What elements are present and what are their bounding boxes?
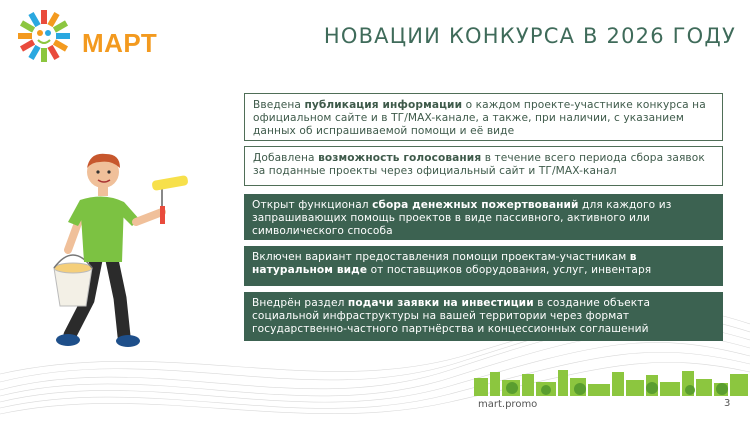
logo-text: МАРТ bbox=[82, 28, 158, 58]
page-title: НОВАЦИИ КОНКУРСА В 2026 ГОДУ bbox=[323, 24, 736, 48]
novelty-item-2 bbox=[244, 146, 723, 186]
item-text: Внедрён раздел bbox=[252, 297, 348, 309]
item-highlight: публикация информации bbox=[304, 99, 463, 111]
city-skyline-illustration bbox=[472, 366, 750, 396]
logo bbox=[16, 8, 158, 64]
item-text: Включен вариант предоставления помощи проектам-участникам bbox=[252, 251, 630, 263]
item-text: в течение всего периода сбора заявок за поданные проекты через официальный сайт и ТГ/MAX-канал bbox=[253, 152, 705, 178]
novelty-item-3 bbox=[244, 194, 723, 240]
painter-illustration bbox=[40, 150, 190, 350]
page-number: 3 bbox=[724, 398, 731, 409]
item-text: Введена bbox=[253, 99, 305, 111]
item-highlight: возможность голосования bbox=[318, 152, 482, 164]
item-text: Открыт функционал bbox=[252, 199, 373, 211]
novelty-item-1 bbox=[244, 93, 723, 141]
novelty-item-4 bbox=[244, 246, 723, 286]
item-highlight: подачи заявки на инвестиции bbox=[347, 297, 534, 309]
footer-url: mart.promo bbox=[478, 399, 538, 410]
item-highlight: в натуральном виде bbox=[252, 251, 637, 277]
item-text: от поставщиков оборудования, услуг, инвентаря bbox=[367, 264, 652, 277]
novelty-item-5 bbox=[244, 292, 723, 341]
item-text: для каждого из запрашивающих помощь проектов в виде пассивного, активного или символического способа bbox=[252, 199, 672, 238]
item-text: о каждом проекте-участнике конкурса на официальном сайте и в ТГ/MAX-канале, а также, при наличии, с указанием данных об испрашиваемой помощи и её виде bbox=[253, 99, 706, 138]
item-text: Добавлена bbox=[253, 152, 319, 164]
logo-sun-icon bbox=[16, 8, 72, 64]
item-text: в создание объекта социальной инфраструктуры на вашей территории через формат государственно-частного партнёрства и концессионных соглашений bbox=[252, 297, 651, 336]
item-highlight: сбора денежных пожертвований bbox=[372, 199, 579, 211]
